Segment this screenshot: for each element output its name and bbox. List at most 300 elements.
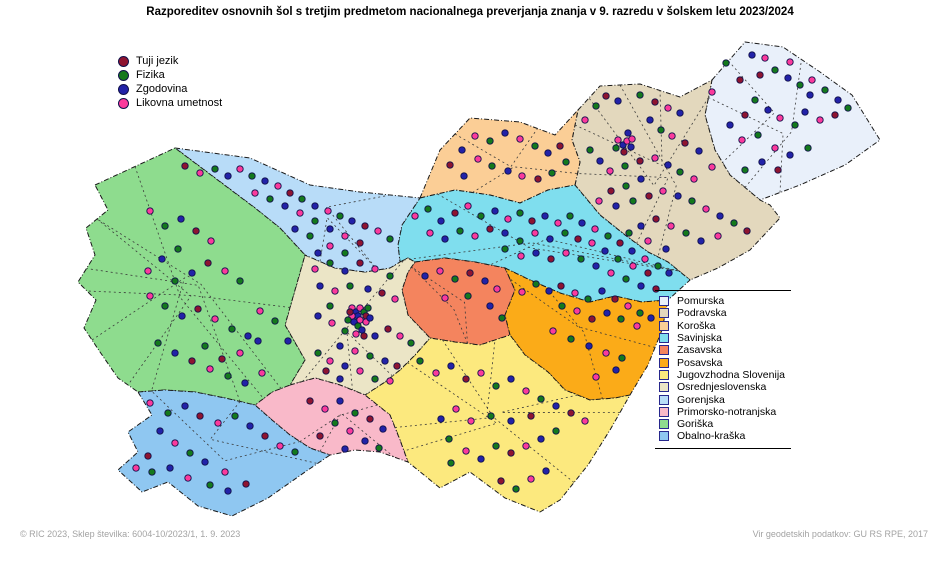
- school-dot: [149, 469, 155, 475]
- school-dot: [387, 273, 393, 279]
- school-dot: [562, 230, 568, 236]
- school-dot: [543, 468, 549, 474]
- school-dot: [327, 303, 333, 309]
- school-dot: [508, 418, 514, 424]
- school-dot: [563, 159, 569, 165]
- school-dot: [212, 166, 218, 172]
- school-dot: [683, 230, 689, 236]
- school-dot: [652, 155, 658, 161]
- school-dot: [549, 170, 555, 176]
- school-dot: [347, 283, 353, 289]
- school-dot: [332, 420, 338, 426]
- school-dot: [599, 288, 605, 294]
- school-dot: [533, 281, 539, 287]
- subject-legend-item: [118, 54, 222, 68]
- school-dot: [187, 450, 193, 456]
- school-dot: [508, 376, 514, 382]
- school-dot: [646, 193, 652, 199]
- subject-legend-item: [118, 68, 222, 82]
- school-dot: [205, 260, 211, 266]
- school-dot: [165, 410, 171, 416]
- school-dot: [275, 183, 281, 189]
- school-dot: [362, 438, 368, 444]
- school-dot: [802, 109, 808, 115]
- school-dot: [660, 188, 666, 194]
- school-dot: [669, 133, 675, 139]
- school-dot: [332, 288, 338, 294]
- school-dot: [553, 403, 559, 409]
- school-dot: [222, 268, 228, 274]
- subject-dot-icon: [118, 84, 129, 95]
- school-dot: [630, 198, 636, 204]
- school-dot: [559, 303, 565, 309]
- school-dot: [353, 331, 359, 337]
- school-dot: [519, 173, 525, 179]
- school-dot: [387, 236, 393, 242]
- school-dot: [337, 213, 343, 219]
- school-dot: [237, 350, 243, 356]
- school-dot: [775, 167, 781, 173]
- region-legend-label: Osrednjeslovenska: [677, 381, 767, 394]
- region-legend-label: Koroška: [677, 319, 716, 332]
- school-dot: [337, 376, 343, 382]
- school-dot: [342, 328, 348, 334]
- school-dot: [259, 370, 265, 376]
- school-dot: [442, 295, 448, 301]
- school-dot: [487, 226, 493, 232]
- school-dot: [465, 293, 471, 299]
- school-dot: [613, 203, 619, 209]
- school-dot: [755, 132, 761, 138]
- school-dot: [548, 256, 554, 262]
- school-dot: [487, 303, 493, 309]
- school-dot: [489, 163, 495, 169]
- school-dot: [505, 216, 511, 222]
- region-legend-item: [655, 369, 791, 381]
- school-dot: [159, 256, 165, 262]
- school-dot: [742, 112, 748, 118]
- school-dot: [357, 260, 363, 266]
- school-dot: [625, 130, 631, 136]
- school-dot: [615, 137, 621, 143]
- region-color-swatch: [659, 358, 669, 368]
- school-dot: [677, 169, 683, 175]
- subject-legend: [118, 54, 222, 110]
- school-dot: [617, 240, 623, 246]
- school-dot: [362, 223, 368, 229]
- school-dot: [475, 156, 481, 162]
- school-dot: [709, 164, 715, 170]
- school-dot: [832, 112, 838, 118]
- school-dot: [493, 443, 499, 449]
- region-legend-label: Goriška: [677, 418, 714, 431]
- school-dot: [382, 358, 388, 364]
- school-dot: [237, 278, 243, 284]
- school-dot: [322, 406, 328, 412]
- school-dot: [232, 413, 238, 419]
- school-dot: [342, 250, 348, 256]
- school-dot: [463, 448, 469, 454]
- school-dot: [777, 115, 783, 121]
- school-dot: [438, 218, 444, 224]
- page-title: Razporeditev osnovnih šol s tretjim predmetom nacionalnega preverjanja znanja v 9. razredu v šolskem letu 2023/2024: [146, 6, 794, 18]
- school-dot: [380, 426, 386, 432]
- school-dot: [277, 443, 283, 449]
- school-dot: [372, 333, 378, 339]
- school-dot: [615, 256, 621, 262]
- school-dot: [365, 305, 371, 311]
- school-dot: [492, 208, 498, 214]
- school-dot: [744, 228, 750, 234]
- region-legend-item: [655, 344, 791, 356]
- school-dot: [327, 358, 333, 364]
- school-dot: [285, 338, 291, 344]
- school-dot: [682, 140, 688, 146]
- school-dot: [327, 260, 333, 266]
- school-dot: [772, 67, 778, 73]
- school-dot: [249, 173, 255, 179]
- school-dot: [397, 333, 403, 339]
- region-legend-item: [655, 356, 791, 368]
- school-dot: [465, 203, 471, 209]
- school-dot: [315, 313, 321, 319]
- school-dot: [546, 288, 552, 294]
- school-dot: [357, 317, 363, 323]
- school-dot: [630, 263, 636, 269]
- school-dot: [608, 188, 614, 194]
- school-dot: [535, 176, 541, 182]
- school-dot: [299, 196, 305, 202]
- school-dot: [787, 59, 793, 65]
- subject-dot-icon: [118, 56, 129, 67]
- school-dot: [563, 250, 569, 256]
- school-dot: [262, 178, 268, 184]
- school-dot: [207, 482, 213, 488]
- school-dot: [528, 476, 534, 482]
- school-dot: [172, 350, 178, 356]
- region-color-swatch: [659, 308, 669, 318]
- region-legend-item: [655, 430, 791, 442]
- school-dot: [482, 278, 488, 284]
- school-dot: [367, 315, 373, 321]
- school-dot: [425, 206, 431, 212]
- school-dot: [835, 97, 841, 103]
- subject-legend-item: [118, 82, 222, 96]
- school-dot: [759, 159, 765, 165]
- school-dot: [459, 147, 465, 153]
- school-dot: [817, 117, 823, 123]
- school-dot: [634, 323, 640, 329]
- school-dot: [613, 367, 619, 373]
- school-dot: [593, 103, 599, 109]
- school-dot: [805, 145, 811, 151]
- school-dot: [452, 210, 458, 216]
- region-color-swatch: [659, 407, 669, 417]
- school-dot: [749, 52, 755, 58]
- school-dot: [347, 309, 353, 315]
- school-dot: [593, 263, 599, 269]
- school-dot: [717, 213, 723, 219]
- school-dot: [349, 218, 355, 224]
- school-dot: [208, 238, 214, 244]
- region-legend-label: Pomurska: [677, 295, 725, 308]
- school-dot: [739, 137, 745, 143]
- school-dot: [574, 308, 580, 314]
- school-dot: [762, 55, 768, 61]
- school-dot: [448, 363, 454, 369]
- school-dot: [628, 144, 634, 150]
- school-dot: [202, 459, 208, 465]
- region-legend-label: Primorsko-notranjska: [677, 405, 777, 418]
- school-dot: [243, 481, 249, 487]
- school-dot: [623, 276, 629, 282]
- school-dot: [696, 148, 702, 154]
- school-dot: [629, 136, 635, 142]
- school-dot: [553, 428, 559, 434]
- region-legend-label: Posavska: [677, 356, 723, 369]
- school-dot: [225, 488, 231, 494]
- school-dot: [737, 77, 743, 83]
- school-dot: [345, 317, 351, 323]
- school-dot: [178, 216, 184, 222]
- school-dot: [517, 238, 523, 244]
- school-dot: [448, 460, 454, 466]
- school-dot: [329, 320, 335, 326]
- school-dot: [317, 433, 323, 439]
- school-dot: [517, 136, 523, 142]
- school-dot: [498, 478, 504, 484]
- school-dot: [327, 243, 333, 249]
- school-dot: [312, 266, 318, 272]
- region-legend-label: Obalno-kraška: [677, 430, 746, 443]
- school-dot: [342, 446, 348, 452]
- school-dot: [323, 368, 329, 374]
- region-legend-item: [655, 381, 791, 393]
- school-dot: [155, 340, 161, 346]
- school-dot: [607, 168, 613, 174]
- copyright-note: © RIC 2023, Sklep številka: 6004-10/2023/1, 1. 9. 2023: [20, 529, 241, 539]
- subject-legend-label: Zgodovina: [136, 83, 188, 95]
- school-dot: [376, 445, 382, 451]
- school-dot: [528, 413, 534, 419]
- school-dot: [586, 343, 592, 349]
- school-dot: [689, 198, 695, 204]
- school-dot: [478, 456, 484, 462]
- school-dot: [792, 122, 798, 128]
- school-dot: [653, 216, 659, 222]
- school-dot: [189, 358, 195, 364]
- school-dot: [592, 226, 598, 232]
- region-legend-item: [655, 406, 791, 418]
- school-dot: [589, 316, 595, 322]
- school-dot: [245, 333, 251, 339]
- school-dot: [412, 213, 418, 219]
- school-dot: [361, 333, 367, 339]
- school-dot: [629, 248, 635, 254]
- school-dot: [638, 223, 644, 229]
- school-dot: [666, 270, 672, 276]
- school-dot: [727, 122, 733, 128]
- school-dot: [502, 130, 508, 136]
- school-dot: [472, 233, 478, 239]
- school-dot: [352, 410, 358, 416]
- school-dot: [665, 162, 671, 168]
- subject-legend-label: Likovna umetnost: [136, 97, 223, 109]
- school-dot: [542, 213, 548, 219]
- school-dot: [182, 163, 188, 169]
- school-dot: [385, 326, 391, 332]
- school-dot: [452, 276, 458, 282]
- school-dot: [292, 449, 298, 455]
- school-dot: [438, 416, 444, 422]
- subject-legend-label: Tuji jezik: [136, 55, 179, 67]
- school-dot: [133, 465, 139, 471]
- school-dot: [637, 92, 643, 98]
- school-dot: [262, 433, 268, 439]
- school-dot: [292, 226, 298, 232]
- school-dot: [613, 145, 619, 151]
- school-dot: [691, 176, 697, 182]
- school-dot: [797, 82, 803, 88]
- school-dot: [709, 89, 715, 95]
- school-dot: [579, 220, 585, 226]
- school-dot: [175, 246, 181, 252]
- school-dot: [675, 193, 681, 199]
- school-dot: [582, 117, 588, 123]
- school-dot: [623, 183, 629, 189]
- region-legend-label: Gorenjska: [677, 393, 725, 406]
- school-dot: [508, 450, 514, 456]
- school-dot: [622, 163, 628, 169]
- school-dot: [392, 296, 398, 302]
- school-dot: [621, 149, 627, 155]
- school-dot: [447, 162, 453, 168]
- school-dot: [197, 170, 203, 176]
- school-dot: [638, 283, 644, 289]
- school-dot: [625, 303, 631, 309]
- school-dot: [822, 87, 828, 93]
- school-dot: [487, 138, 493, 144]
- school-dot: [585, 296, 591, 302]
- school-dot: [225, 173, 231, 179]
- school-dot: [502, 230, 508, 236]
- school-dot: [618, 316, 624, 322]
- school-dot: [642, 256, 648, 262]
- school-dot: [229, 326, 235, 332]
- school-dot: [193, 228, 199, 234]
- school-dot: [665, 105, 671, 111]
- school-dot: [612, 296, 618, 302]
- school-dot: [282, 203, 288, 209]
- school-dot: [478, 370, 484, 376]
- school-dot: [463, 376, 469, 382]
- school-dot: [523, 443, 529, 449]
- school-dot: [518, 253, 524, 259]
- school-dot: [572, 290, 578, 296]
- school-dot: [359, 327, 365, 333]
- school-dot: [703, 206, 709, 212]
- region-legend-item: [655, 320, 791, 332]
- school-dot: [372, 266, 378, 272]
- region-legend: [655, 290, 791, 449]
- region-legend-label: Podravska: [677, 307, 727, 320]
- school-dot: [422, 273, 428, 279]
- school-dot: [568, 410, 574, 416]
- school-dot: [372, 376, 378, 382]
- school-dot: [494, 286, 500, 292]
- school-dot: [645, 238, 651, 244]
- school-dot: [365, 286, 371, 292]
- school-dot: [648, 315, 654, 321]
- school-dot: [185, 475, 191, 481]
- school-dot: [352, 348, 358, 354]
- school-dot: [255, 338, 261, 344]
- school-dot: [325, 208, 331, 214]
- school-dot: [179, 313, 185, 319]
- school-dot: [212, 316, 218, 322]
- school-dot: [442, 236, 448, 242]
- school-dot: [182, 403, 188, 409]
- school-dot: [147, 293, 153, 299]
- school-dot: [757, 72, 763, 78]
- school-dot: [567, 213, 573, 219]
- school-dot: [596, 198, 602, 204]
- school-dot: [809, 77, 815, 83]
- school-dot: [582, 418, 588, 424]
- region-color-swatch: [659, 431, 669, 441]
- school-dot: [197, 413, 203, 419]
- school-dot: [315, 250, 321, 256]
- school-dot: [555, 220, 561, 226]
- school-dot: [417, 358, 423, 364]
- school-dot: [557, 143, 563, 149]
- school-dot: [257, 308, 263, 314]
- school-dot: [602, 248, 608, 254]
- school-dot: [147, 400, 153, 406]
- school-dot: [162, 223, 168, 229]
- school-dot: [538, 436, 544, 442]
- school-dot: [538, 396, 544, 402]
- region-legend-label: Savinjska: [677, 332, 722, 345]
- school-dot: [517, 210, 523, 216]
- school-dot: [765, 107, 771, 113]
- region-legend-item: [655, 307, 791, 319]
- school-dot: [327, 226, 333, 232]
- school-dot: [189, 270, 195, 276]
- school-dot: [167, 465, 173, 471]
- school-dot: [408, 340, 414, 346]
- school-dot: [207, 366, 213, 372]
- school-dot: [252, 190, 258, 196]
- school-dot: [315, 350, 321, 356]
- school-dot: [668, 223, 674, 229]
- school-dot: [615, 98, 621, 104]
- school-dot: [342, 363, 348, 369]
- school-dot: [845, 105, 851, 111]
- school-dot: [342, 268, 348, 274]
- school-dot: [547, 236, 553, 242]
- school-dot: [172, 440, 178, 446]
- school-dot: [337, 343, 343, 349]
- region-color-swatch: [659, 345, 669, 355]
- school-dot: [147, 208, 153, 214]
- subject-legend-label: Fizika: [136, 69, 165, 81]
- school-dot: [488, 413, 494, 419]
- school-dot: [772, 145, 778, 151]
- school-dot: [637, 310, 643, 316]
- school-dot: [493, 383, 499, 389]
- school-dot: [558, 283, 564, 289]
